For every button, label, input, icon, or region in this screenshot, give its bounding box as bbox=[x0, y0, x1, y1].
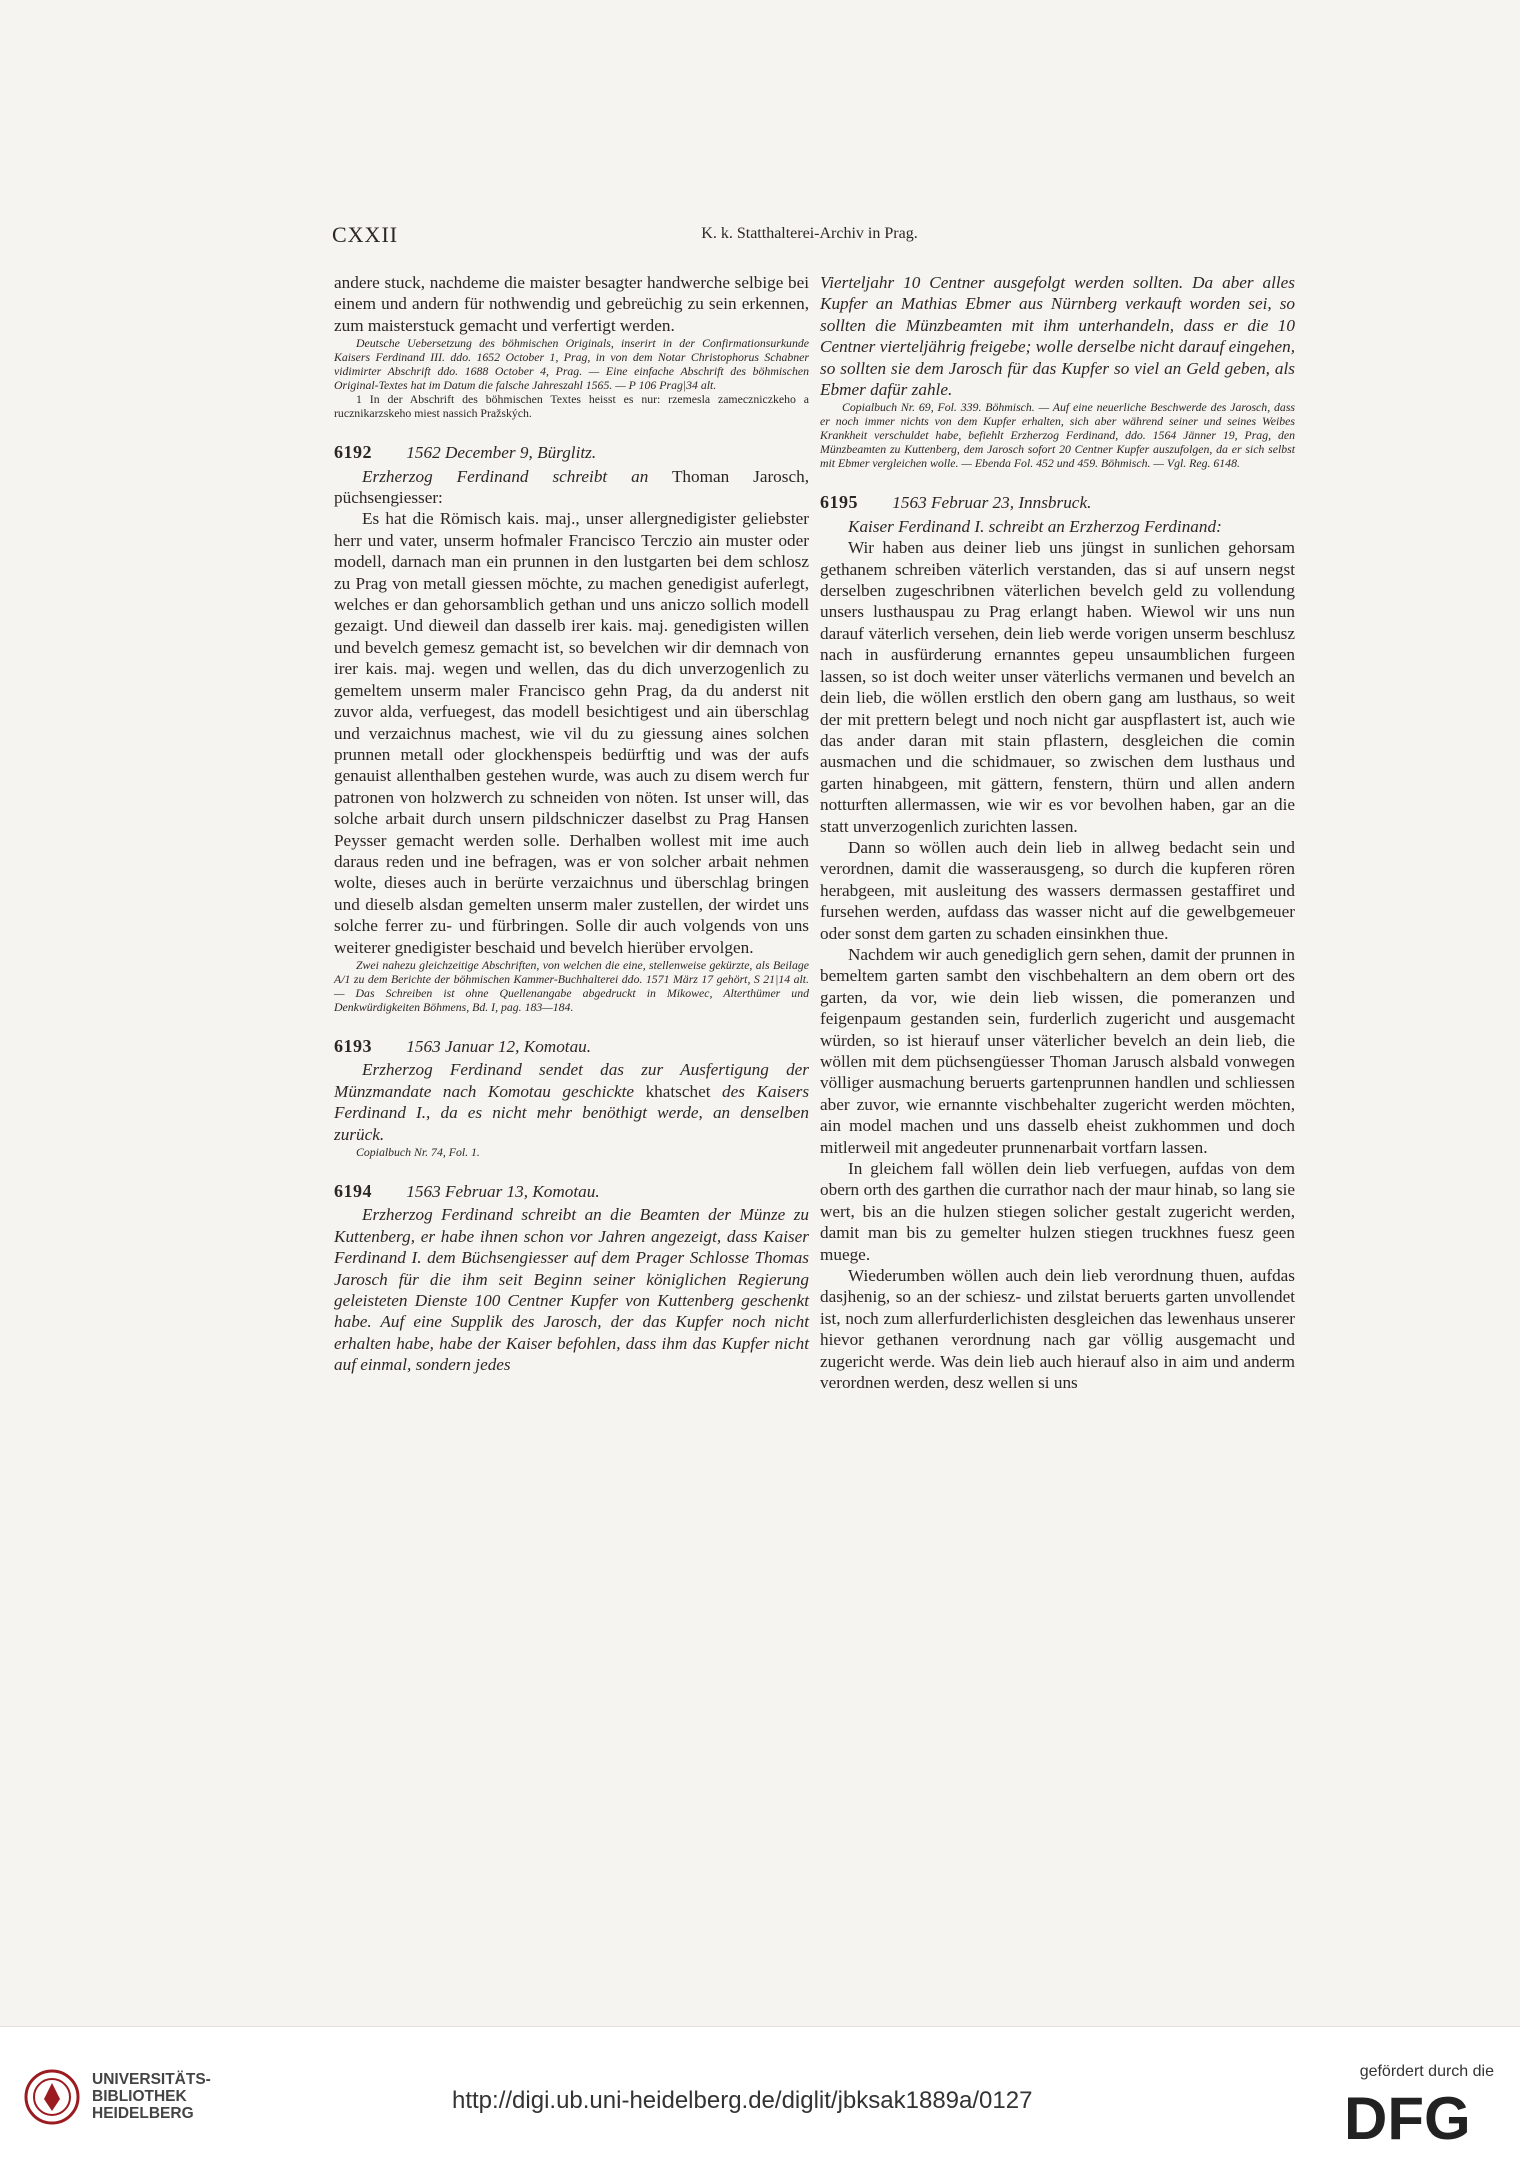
entry-heading-6192 bbox=[334, 442, 809, 463]
entry-date: 1563 Februar 13, Komotau. bbox=[406, 1182, 600, 1201]
library-name[interactable] bbox=[92, 2071, 211, 2122]
paragraph: Nachdem wir auch genediglich gern sehen, damit der prunnen in bemeltem garten sambt den vischbehaltern an dem obern ort des garten, da vor, wie dein lieb wissen, die pomeranzen und feigenpaum gestanden sein, furderlich zugericht und ausgemacht würden, so ist hierauf unser väterlicher bevelch an dein lieb, die wöllen mit dem püchsengüesser Thoman Jarusch alsbald vonwegen völliger ausmachung beruerts gartenprunnen handlen und schliessen aber zuvor, wie ernannte vischbehalter zugericht werden möchten, ain model machen und uns dasselb eheist zukhommen und doch mitlerweil mit angedeuter prunnenarbait vortfarn lassen. bbox=[820, 944, 1295, 1157]
entry-number: 6192 bbox=[334, 442, 372, 463]
library-line: BIBLIOTHEK bbox=[92, 2088, 187, 2105]
right-column bbox=[820, 272, 1295, 1394]
dfg-logo[interactable] bbox=[1340, 2087, 1494, 2145]
entry-heading-6194 bbox=[334, 1181, 809, 1202]
regest: Erzherzog Ferdinand schreibt an die Beamten der Münze zu Kuttenberg, er habe ihnen schon vor Jahren angezeigt, dass Kaiser Ferdinand I. dem Büchsengiesser auf dem Prager Schlosse Thomas Jarosch für die ihm seit Beginn seiner königlichen Regierung geleisteten Dienste 100 Centner Kupfer von Kuttenberg geschenkt habe. Auf eine Supplik des Jarosch, der das Kupfer noch nicht erhalten habe, habe der Kaiser befohlen, dass ihm das Kupfer nicht auf einmal, sondern jedes bbox=[334, 1205, 809, 1375]
regest-part: des Kaisers Ferdinand I., da es nicht mehr benöthigt werde, an denselben zurück. bbox=[334, 1081, 810, 1144]
regest-continued: Vierteljahr 10 Centner ausgefolgt werden sollten. Da aber alles Kupfer an Mathias Ebmer aus Nürnberg verkauft worden sei, so sollten die Münzbeamten mit ihm unterhandeln, dass er die 10 Centner vierteljährig freigebe; wolle derselbe nicht darauf eingehen, so sollten sie dem Jarosch für das Kupfer so viel an Geld geben, als Ebmer dafür zahle. bbox=[820, 273, 1295, 400]
intro-italic: Erzherzog Ferdinand schreibt an bbox=[362, 466, 649, 486]
university-seal-icon[interactable] bbox=[24, 2069, 80, 2125]
paragraph: andere stuck, nachdeme die maister besagter handwerche selbige bei einem und andern für nothwendig und gebreüchig zu sein erkennen, zum maisterstuck gemacht und verfertigt werden. bbox=[334, 273, 809, 335]
entry-intro: Kaiser Ferdinand I. schreibt an Erzherzog Ferdinand: bbox=[848, 516, 1222, 536]
funded-by-label: gefördert durch die bbox=[1359, 2063, 1494, 2080]
entry-date: 1563 Januar 12, Komotau. bbox=[406, 1036, 592, 1056]
regest-part: Erzherzog Ferdinand sendet das zur Ausfertigung der Münzmandate nach Komotau geschickte bbox=[334, 1060, 809, 1101]
running-head bbox=[332, 222, 1287, 250]
intro-rest: Thoman Jarosch, püchsengiesser: bbox=[334, 466, 809, 508]
page-number: CXXII bbox=[332, 222, 399, 247]
source-note: Copialbuch Nr. 74, Fol. 1. bbox=[356, 1145, 480, 1159]
entry-number: 6193 bbox=[334, 1035, 372, 1056]
regest bbox=[334, 1059, 809, 1145]
dfg-logo-text: DFG bbox=[1344, 2087, 1471, 2145]
entry-date: 1563 Februar 23, Innsbruck. bbox=[892, 493, 1092, 513]
library-line: HEIDELBERG bbox=[92, 2105, 194, 2122]
paragraph: Dann so wöllen auch dein lieb in allweg bedacht sein und verordnen, damit die wasserausgeng, so durch die kupferen rören herabgeen, mit ausleitung des wassers dermassen gestaffiret und fursehen werden, aufdass das wasser nicht auf die gewelbgemeuer oder sonst dem garten zu schaden einsinkhen thue. bbox=[820, 837, 1295, 943]
paragraph: Wiederumben wöllen auch dein lieb verordnung thuen, aufdas dasjhenig, so an der schiesz- und zilstat beruerts garten unvollendet ist, noch zum allerfurderlichisten desgleichen das lewenhaus unserer hievor gethanen verordnung nach gar völlig ausgemacht und zugericht werde. Was dein lieb auch hierauf also in aim und anderm verordnen werden, desz wellen si uns bbox=[820, 1266, 1295, 1393]
left-column bbox=[334, 272, 809, 1376]
entry-date: 1562 December 9, Bürglitz. bbox=[406, 443, 597, 463]
running-title: K. k. Statthalterei-Archiv in Prag. bbox=[701, 225, 918, 242]
footnote: Deutsche Uebersetzung des böhmischen Originals, inserirt in der Confirmationsurkunde Kaisers Ferdinand III. ddo. 1652 October 1, Prag, in von dem Notar Christophorus Schabner vidimirter Abschrift ddo. 1688 October 4, Prag. — Eine einfache Abschrift des böhmischen Original-Textes hat im Datum die falsche Jahreszahl 1565. — P 106 Prag|34 alt. bbox=[334, 336, 809, 393]
footnote: Zwei nahezu gleichzeitige Abschriften, von welchen die eine, stellenweise gekürzte, als Beilage A/1 zu dem Berichte der böhmischen Kammer-Buchhalterei ddo. 1571 März 17 gehört, S 21|14 alt. — Das Schreiben ist ohne Quellenangabe abgedruckt in Mikowec, Alterthümer und Denkwürdigkeiten Böhmens, Bd. I, pag. 183—184. bbox=[334, 957, 809, 1014]
library-line: UNIVERSITÄTS- bbox=[92, 2071, 211, 2088]
permalink-url[interactable]: http://digi.ub.uni-heidelberg.de/diglit/jbksak1889a/0127 bbox=[452, 2087, 1033, 2114]
footnote: 1 In der Abschrift des böhmischen Textes heisst es nur: rzemesla zameczniczkeho a rucznikarzskeho miest nassich Pražských. bbox=[334, 392, 809, 421]
entry-heading-6195 bbox=[820, 492, 1295, 513]
paragraph: Wir haben aus deiner lieb uns jüngst in sunlichen gehorsam gethanem schreiben väterlich verstanden, das si auf unsern negst derselben zugeschribnen väterlichen bevelch geld zu vollendung unsers lusthauspau zu Prag erlangt haben. Wiewol wir uns nun darauf väterlich versehen, dein lieb werde vorigen unserm beschlusz nach in ausfürderung ernanntes gepeu unsaumblichen furgeen lassen, so ist doch weiter unser väterlichs vermanen und bevelch an dein lieb, die wöllen erstlich den obern gang am lusthaus, so weit der mit prettern belegt und noch nicht gar auspflastert ist, auch wie das ander daran mit stain pflastern, desgleichen die comin ausmachen und die schidmauer, so zwischen dem lusthaus und garten hinabgeen, mit gättern, fenstern, thürn und allen andern notturften allermassen, wie wir es vor bevolhen haben, gar an die statt unverzogenlich zurichten lassen. bbox=[820, 538, 1295, 836]
paragraph: Es hat die Römisch kais. maj., unser allergnedigister geliebster herr und vater, unserm hofmaler Francisco Terczio ain muster oder modell, darnach man ein prunnen in den lustgarten bei dem schlosz zu Prag von metall giessen möchte, zu machen genedigist auferlegt, welches er dan gehorsamblich gethan und uns aniczo sollich modell gezaigt. Und dieweil dan dasselb irer kais. maj. genedigisten willen und bevelch gemesz gemacht ist, so bevelchen wir dir demnach von irer kais. maj. wegen und wellen, das du dich unverzogenlich zu gemeltem unserm maler Francisco gehn Prag, da du anderst nit zuvor alda, verfuegest, das modell besichtigest und ain überschlag und verzaichnus machest, wie vil du zu giessung aines solchen prunnen metall oder glockhenspeis bedürftig und was der aufs genauist allenthalben gestehen wurde, was auch zu disem werch fur patronen von holzwerch zu schneiden von nöten. Ist unser will, das solche arbait durch unsern pildschniczer daselbst zu Prag Hansen Peysser gemacht werden solle. Derhalben wollest mit ime auch daraus reden und ine befragen, was er von solcher arbait nehmen wolte, dieses auch in berürte verzaichnus und überschlag bringen und dieselb alsdan gemelten unserm maler zustellen, der wirdet uns solche ferrer zu- und fürbringen. Solle dir auch volgends von uns weiterer gnedigister beschaid und bevelch hierüber ervolgen. bbox=[334, 509, 809, 957]
regest-part: khatschet bbox=[645, 1081, 711, 1101]
viewer-footer bbox=[0, 2026, 1520, 2161]
source-note: Copialbuch Nr. 69, Fol. 339. Böhmisch. — Auf eine neuerliche Beschwerde des Jarosch, dass er noch immer nichts von dem Kupfer erhalten, sich aber während seiner und seines Weibes Krankheit verschuldet habe, befiehlt Erzherzog Ferdinand, ddo. 1564 Jänner 19, Prag, den Münzbeamten zu Kuttenberg, dem Jarosch sofort 20 Centner Kupfer auszufolgen, da er sich selbst mit Ebmer vergleichen wolle. — Ebenda Fol. 452 und 459. Böhmisch. — Vgl. Reg. 6148. bbox=[820, 400, 1295, 471]
entry-intro bbox=[334, 466, 809, 509]
entry-number: 6195 bbox=[820, 492, 858, 513]
entry-heading-6193 bbox=[334, 1036, 809, 1057]
entry-number: 6194 bbox=[334, 1181, 372, 1201]
paragraph: In gleichem fall wöllen dein lieb verfuegen, aufdas von dem obern orth des garthen die currathor nach der maur hinab, so lang sie wert, bis an die hulzen stiegen solicher gestalt zugericht werden, damit man bis zu gemelter hulzen stiegen truckhnes fuesz geen muege. bbox=[820, 1159, 1295, 1264]
